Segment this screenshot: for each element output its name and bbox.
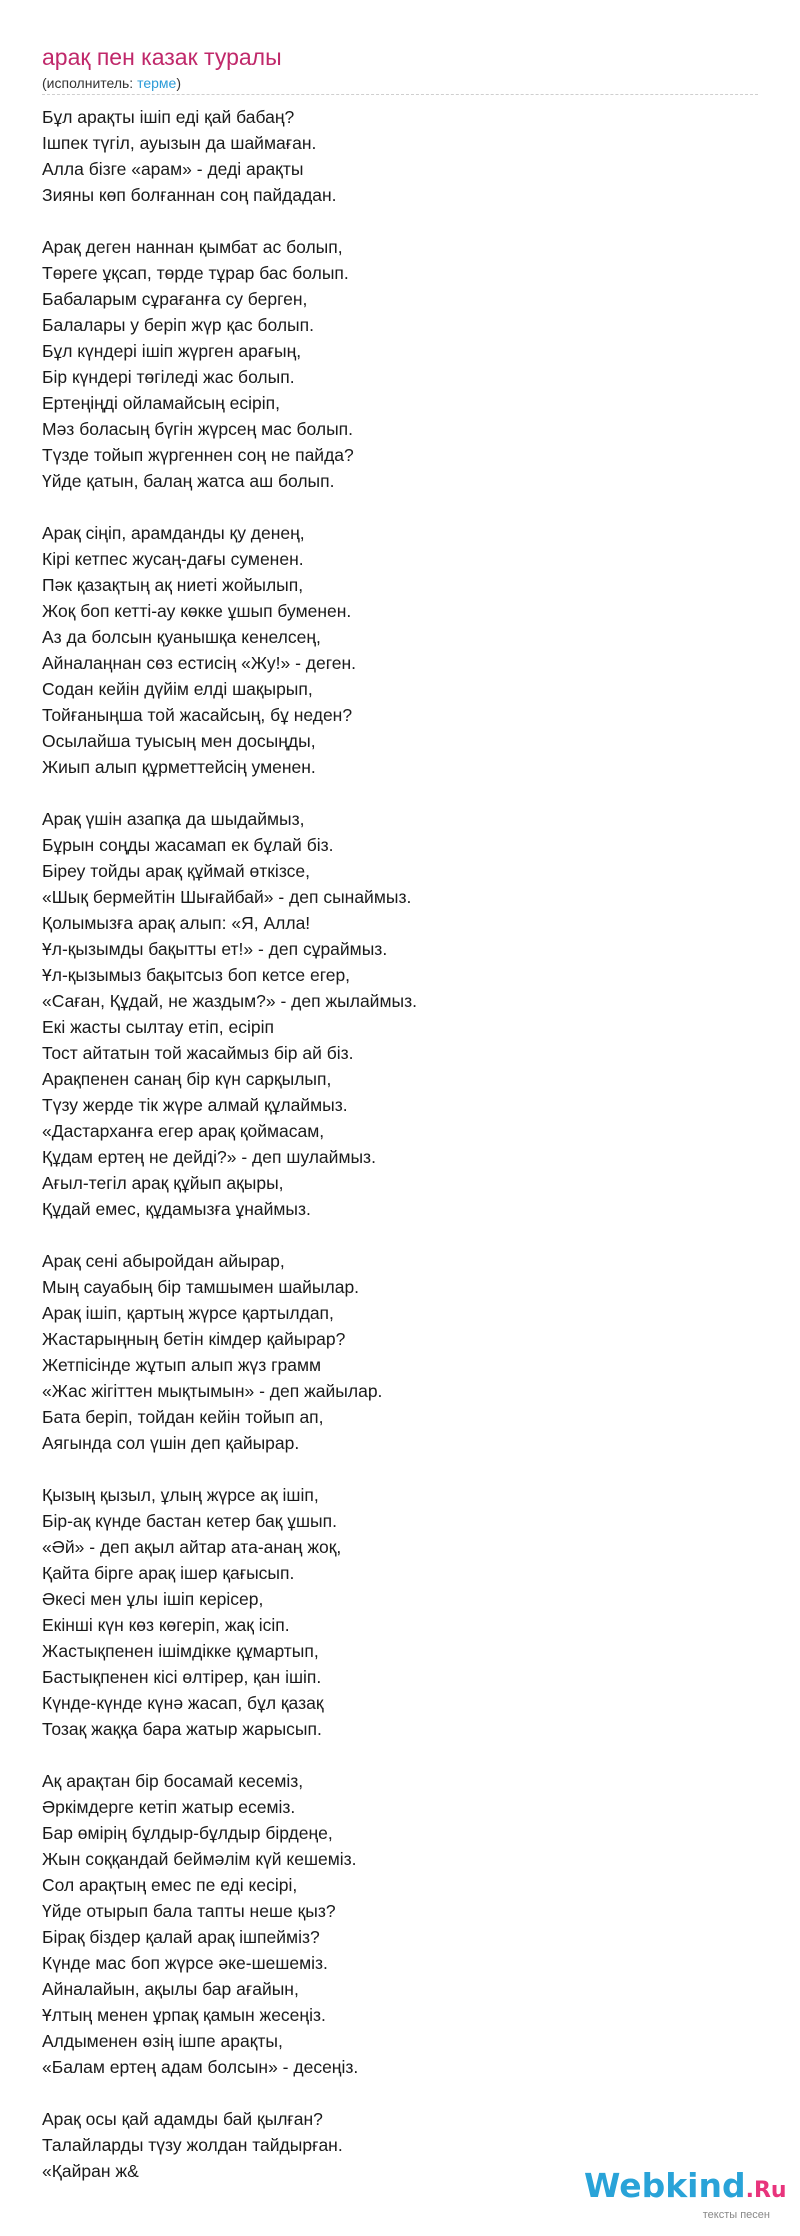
lyric-line: Жетпісінде жұтып алып жүз грамм <box>42 1355 322 1375</box>
lyric-line: Жын соққандай беймәлім күй кешеміз. <box>42 1849 357 1869</box>
lyric-line: Ішпек түгіл, ауызын да шаймаған. <box>42 133 317 153</box>
lyric-line: «Дастарханға егер арақ қоймасам, <box>42 1121 325 1141</box>
lyric-line: «Жас жігіттен мықтымын» - деп жайылар. <box>42 1381 383 1401</box>
lyric-line: Айналаңнан сөз естисің «Жу!» - деген. <box>42 653 356 673</box>
site-logo[interactable] <box>584 2166 787 2221</box>
logo-wordmark <box>584 2166 787 2209</box>
lyric-line: Бұл арақты ішіп еді қай бабаң? <box>42 107 295 127</box>
lyric-line: Біреу тойды арақ құймай өткізсе, <box>42 861 310 881</box>
lyric-line: Ағыл-тегіл арақ құйып ақыры, <box>42 1173 284 1193</box>
lyric-line: Бір-ақ күнде бастан кетер бақ ұшып. <box>42 1511 337 1531</box>
lyric-line: Бұл күндері ішіп жүрген арағың, <box>42 341 302 361</box>
lyric-line: Жастарыңның бетін кімдер қайырар? <box>42 1329 346 1349</box>
lyric-line: Бата беріп, тойдан кейін тойып ап, <box>42 1407 324 1427</box>
artist-suffix: ) <box>176 75 182 91</box>
lyric-line: Арақ деген наннан қымбат ас болып, <box>42 237 343 257</box>
lyric-line: Бұрын соңды жасамап ек бұлай біз. <box>42 835 334 855</box>
lyric-line: Зияны көп болғаннан соң пайдадан. <box>42 185 337 205</box>
lyric-line: Тойғаныңша той жасайсың, бұ неден? <box>42 705 353 725</box>
lyric-line: Бірақ біздер қалай арақ ішпейміз? <box>42 1927 320 1947</box>
artist-link[interactable]: терме <box>137 75 177 91</box>
lyric-line: Арақ үшін азапқа да шыдаймыз, <box>42 809 305 829</box>
lyric-line: Содан кейін дүйім елді шақырып, <box>42 679 313 699</box>
lyrics-stanza <box>42 1768 758 2080</box>
lyric-line: Үйде отырып бала тапты неше қыз? <box>42 1901 336 1921</box>
lyric-line: Бастықпенен кісі өлтірер, қан ішіп. <box>42 1667 322 1687</box>
lyric-line: Екі жасты сылтау етіп, есіріп <box>42 1017 274 1037</box>
lyric-line: Алла бізге «арам» - деді арақты <box>42 159 304 179</box>
lyric-line: Айналайын, ақылы бар ағайын, <box>42 1979 299 1999</box>
lyrics-body <box>42 104 758 2210</box>
lyric-line: Жастықпенен ішімдікке құмартып, <box>42 1641 319 1661</box>
lyric-line: Арақ осы қай адамды бай қылған? <box>42 2109 323 2129</box>
lyric-line: «Әй» - деп ақыл айтар ата-анаң жоқ, <box>42 1537 342 1557</box>
lyric-line: Әкесі мен ұлы ішіп керісер, <box>42 1589 264 1609</box>
header-divider <box>42 94 758 95</box>
lyrics-stanza <box>42 234 758 494</box>
lyric-line: «Қайран ж& <box>42 2161 139 2181</box>
lyric-line: Күнде мас боп жүрсе әке-шешеміз. <box>42 1953 328 1973</box>
lyric-line: «Саған, Құдай, не жаздым?» - деп жылаймыз. <box>42 991 417 1011</box>
song-title: арақ пен казак туралы <box>42 44 282 70</box>
lyric-line: Әркімдерге кетіп жатыр есеміз. <box>42 1797 296 1817</box>
lyric-line: Төреге ұқсап, төрде тұрар бас болып. <box>42 263 349 283</box>
lyric-line: Мәз боласың бүгін жүрсең мас болып. <box>42 419 354 439</box>
lyric-line: Талайларды түзу жолдан тайдырған. <box>42 2135 343 2155</box>
lyric-line: Арақ сені абыройдан айырар, <box>42 1251 285 1271</box>
lyric-line: Мың сауабың бір тамшымен шайылар. <box>42 1277 360 1297</box>
lyric-line: Осылайша туысың мен досыңды, <box>42 731 316 751</box>
lyric-line: Ұл-қызымды бақытты ет!» - деп сұраймыз. <box>42 939 388 959</box>
lyric-line: Құдам ертең не дейді?» - деп шулаймыз. <box>42 1147 376 1167</box>
lyrics-stanza <box>42 1482 758 1742</box>
lyric-line: Жоқ боп кетті-ау көкке ұшып буменен. <box>42 601 352 621</box>
lyric-line: Түзде тойып жүргеннен соң не пайда? <box>42 445 354 465</box>
lyric-line: Түзу жерде тік жүре алмай құлаймыз. <box>42 1095 348 1115</box>
lyric-line: Ертеңіңді ойламайсың есіріп, <box>42 393 280 413</box>
lyric-line: Арақ сіңіп, арамданды қу денең, <box>42 523 305 543</box>
lyric-line: Қолымызға арақ алып: «Я, Алла! <box>42 913 311 933</box>
lyric-line: Тост айтатын той жасаймыз бір ай біз. <box>42 1043 354 1063</box>
lyric-line: Жиып алып құрметтейсің уменен. <box>42 757 316 777</box>
artist-line <box>42 74 181 92</box>
artist-prefix: (исполнитель: <box>42 75 138 91</box>
lyric-line: Ұл-қызымыз бақытсыз боп кетсе егер, <box>42 965 351 985</box>
lyric-line: Арақ ішіп, қартың жүрсе қартылдап, <box>42 1303 334 1323</box>
lyric-line: Екінші күн көз көгеріп, жақ ісіп. <box>42 1615 290 1635</box>
lyric-line: Күнде-күнде күнә жасап, бұл қазақ <box>42 1693 324 1713</box>
lyric-line: Бабаларым сұрағанға су берген, <box>42 289 308 309</box>
lyric-line: Қайта бірге арақ ішер қағысып. <box>42 1563 295 1583</box>
lyric-line: Кірі кетпес жусаң-дағы суменен. <box>42 549 304 569</box>
logo-name: Webkind <box>584 2166 746 2205</box>
logo-tagline: тексты песен <box>702 2209 770 2221</box>
lyric-line: Алдыменен өзің ішпе арақты, <box>42 2031 283 2051</box>
lyric-line: Құдай емес, құдамызға ұнаймыз. <box>42 1199 311 1219</box>
lyric-line: Бір күндері төгіледі жас болып. <box>42 367 295 387</box>
lyric-line: Аз да болсын қуанышқа кенелсең, <box>42 627 321 647</box>
lyric-line: Сол арақтың емес пе еді кесірі, <box>42 1875 298 1895</box>
lyrics-stanza <box>42 1248 758 1456</box>
lyric-line: Ақ арақтан бір босамай кесеміз, <box>42 1771 304 1791</box>
lyric-line: Бар өмірің бұлдыр-бұлдыр бірдеңе, <box>42 1823 333 1843</box>
lyric-line: Қызың қызыл, ұлың жүрсе ақ ішіп, <box>42 1485 319 1505</box>
lyrics-stanza <box>42 806 758 1222</box>
lyric-line: Балалары у беріп жүр қас болып. <box>42 315 314 335</box>
lyric-line: Аягында сол үшін деп қайырар. <box>42 1433 300 1453</box>
lyric-line: Ұлтың менен ұрпақ қамын жесеңіз. <box>42 2005 326 2025</box>
lyric-line: Үйде қатын, балаң жатса аш болып. <box>42 471 335 491</box>
lyrics-stanza <box>42 104 758 208</box>
lyric-line: Пәк қазақтың ақ ниеті жойылып, <box>42 575 304 595</box>
lyrics-stanza <box>42 520 758 780</box>
lyric-line: «Шық бермейтін Шығайбай» - деп сынаймыз. <box>42 887 412 907</box>
lyric-line: Тозақ жаққа бара жатыр жарысып. <box>42 1719 322 1739</box>
logo-tld: .Ru <box>745 2178 787 2203</box>
lyric-line: Арақпенен санаң бір күн сарқылып, <box>42 1069 332 1089</box>
lyric-line: «Балам ертең адам болсын» - десеңіз. <box>42 2057 359 2077</box>
